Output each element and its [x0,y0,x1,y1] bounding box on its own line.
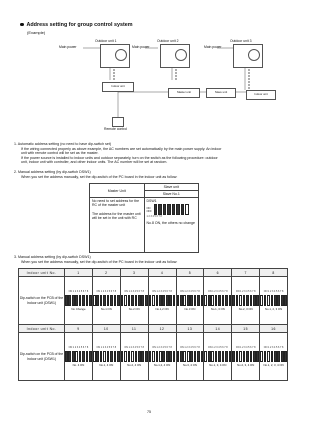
dip-switch-pin [271,295,274,306]
switch-pin-label: ON 1 2 3 4 5 6 7 8 [235,290,256,293]
dip-switch-pin [103,351,106,362]
off-label: OFF [146,209,152,213]
dip-switch-pin [187,295,190,306]
dip-switch-pin [86,351,89,362]
dip-switch-pin [225,295,228,306]
dip-switch-pin [222,351,225,362]
dip-switch-pin [243,351,246,362]
unit-switch-cell [204,277,232,325]
dip-switch-pin [211,351,214,362]
unit-switch-cell [232,277,260,325]
switch-caption: No.1, 3, 4 ON [209,363,227,367]
unit-switch-cell [176,333,204,381]
unit-number: 11 [120,325,148,333]
outdoor-unit-3: Outdoor unit 3 [233,44,263,68]
unit-switch-cell [120,333,148,381]
dip-switch-pin [72,295,75,306]
dip-switch-pin [232,351,235,362]
switch-caption: No.2, 3 ON [238,307,253,311]
dip-switch [93,295,120,306]
dip-switch-pin [149,295,152,306]
dip-switch-pin [152,351,155,362]
section-1-line-3: If the power source is installed to indoor units and outdoor separately, turn on the switch as the following procedure: outdoor [21,155,218,160]
dip-switch-pin [89,295,92,306]
switch-pin-label: ON 1 2 3 4 5 6 7 8 [124,346,144,349]
master-unit: Master unit [168,88,200,98]
dip-switch-pin [236,351,239,362]
slave-unit: Slave unit [206,88,236,98]
dip-switch-pin [135,295,138,306]
dip-switch-pin [162,295,165,306]
dip-switch-pin [93,295,96,306]
dip-switch-pin [211,295,214,306]
dip-switch-pin [68,295,71,306]
switch-caption: No.2 ON [128,307,140,311]
dip-switch-pin [173,351,176,362]
slave-dip-switch [154,204,189,215]
switch-pin-label: ON 1 2 3 4 5 6 7 8 [263,290,284,293]
dip-switch-pin [124,351,127,362]
dip-switch-pin [128,295,131,306]
unit-number: 4 [148,269,176,277]
unit-number: 3 [120,269,148,277]
section-3-line-1: When you set the address manually, set the dip-switch of the PC board in the indoor unit as follow: [21,259,178,264]
slave-unit-switch [144,198,199,253]
switch-caption: No.1,2, 4 ON [153,363,171,367]
slave-unit-header: Slave unit [144,184,199,191]
dip-switch [121,351,148,362]
dip-switch-pin [138,351,141,362]
dip-switch-pin [110,295,113,306]
unit-number: 1 [65,269,93,277]
indoor-unit-1: Indoor unit [102,82,134,92]
dip-switch-pin [128,351,131,362]
dip-switch-pin [260,295,263,306]
dip-switch-pin [281,351,284,362]
switch-caption: No.2, 3, 4 ON [237,363,255,367]
switch-caption: No.2, 4 ON [127,363,142,367]
dip-switch-pin [218,295,221,306]
dip-switch-pin [121,295,124,306]
unit-number: 10 [92,325,120,333]
unit-switch-cell [65,333,93,381]
unit-switch-cell [176,277,204,325]
dip-switch-pin [201,295,204,306]
remote-control-icon [112,117,124,127]
section-3-heading: 3. Manual address setting (by dip-switch DSW1) [14,255,91,259]
section-2 [14,170,286,179]
section-1-heading: 1. Automatic address setting (no need to have dip-switch set) [14,142,112,146]
dip-switch-pin [267,351,270,362]
dip-switch-pin [177,351,180,362]
dip-switch-table [18,268,288,381]
dip-switch-pin [166,351,169,362]
unit-number: 5 [176,269,204,277]
dip-switch [65,351,92,362]
dip-switch-pin [246,351,249,362]
main-power-label-3: Main power [204,45,222,49]
switch-pin-label: ON 1 2 3 4 5 6 7 8 [68,290,89,293]
dip-switch-pin [236,295,239,306]
dip-switch-pin [117,295,120,306]
dip-switch-pin [100,351,103,362]
unit-number: 16 [260,325,288,333]
pin-numbers: 1 2 3 4 5 6 7 8 [146,215,162,219]
unit-switch-cell [148,277,176,325]
dip-switch-pin [250,295,253,306]
dip-switch-pin [135,351,138,362]
slave-number: Slave No.1 [144,191,199,198]
dip-switch-pin [75,351,78,362]
dip-switch-pin [256,295,259,306]
unit-switch-cell [120,277,148,325]
unit-switch-cell [260,333,288,381]
dip-switch [149,351,176,362]
unit-number: 14 [204,325,232,333]
side-label-1: Dip-switch on the PCB of the Indoor unit (DSW1) [19,277,65,325]
row-label-1: Indoor unit No. [19,269,65,277]
page-number: 75 [147,410,151,414]
dip-switch-pin [232,295,235,306]
fan-icon [175,49,187,61]
unit-switch-cell [92,333,120,381]
on-label: ON [146,206,151,210]
dip-switch-pin [162,351,165,362]
dip-switch-pin [239,295,242,306]
dip-switch-pin [267,295,270,306]
dip-switch-pin [246,295,249,306]
dip-switch-pin [250,351,253,362]
dip-switch-pin [68,351,71,362]
dip-switch-pin [121,351,124,362]
switch-pin-label: ON 1 2 3 4 5 6 7 8 [152,346,172,349]
dip-switch [121,295,148,306]
example-label: (Example) [27,30,46,35]
dip-switch-pin [141,351,144,362]
dip-switch-pin [149,351,152,362]
dip-switch-pin [107,351,110,362]
section-1-line-1: If the wiring connected properly as above example, the AC numbers are set automatically by the main power supply. An indoor [21,146,222,151]
switch-pin-label: ON 1 2 3 4 5 6 7 8 [208,290,228,293]
dip-switch-pin [65,295,68,306]
dip-switch-pin [117,351,120,362]
dip-switch-pin [194,351,197,362]
dip-switch-pin [204,351,207,362]
section-title: Address setting for group control system [20,22,133,28]
dip-switch-pin [65,351,68,362]
dip-switch-pin [253,351,256,362]
unit-switch-cell [204,333,232,381]
dip-switch-pin [284,351,287,362]
switch-pin-label: ON 1 2 3 4 5 6 7 8 [180,290,200,293]
dip-switch-pin [166,295,169,306]
dip-switch-pin [177,295,180,306]
switch-caption: No.1, 2, 3, 4 ON [263,363,284,367]
unit-switch-cell [65,277,93,325]
dip-switch-pin [145,295,148,306]
dip-switch [177,351,204,362]
dip-switch-pin [229,295,232,306]
outdoor-unit-1: Outdoor unit 1 [100,44,130,68]
switch-caption: No.1,2 ON [155,307,169,311]
dip-switch-pin [281,295,284,306]
outdoor-unit-2: Outdoor unit 2 [160,44,190,68]
dip-switch-pin [190,295,193,306]
switch-pin-label: ON 1 2 3 4 5 6 7 8 [124,290,144,293]
switch-caption: No Change [71,307,86,311]
dip-switch [232,295,259,306]
dip-switch-pin [243,295,246,306]
dip-switch-pin [79,295,82,306]
unit-number: 13 [176,325,204,333]
dip-switch-pin [197,295,200,306]
dip-switch-pin [89,351,92,362]
switch-pin-label: ON 1 2 3 4 5 6 7 8 [263,346,284,349]
switch-caption: No. 4 ON [72,363,85,367]
dip-switch-pin [197,351,200,362]
switch-caption: No.1, 4 ON [99,363,114,367]
switch-pin-label: ON 1 2 3 4 5 6 7 8 [208,346,228,349]
dip-switch-pin [131,295,134,306]
dip-switch-pin [218,351,221,362]
dip-switch-pin [152,295,155,306]
section-1 [14,142,286,165]
dip-switch-pin [72,351,75,362]
unit-switch-cell [260,277,288,325]
dip-switch-pin [114,295,117,306]
dip-switch [93,351,120,362]
fan-icon [115,49,127,61]
dip-switch-pin [187,351,190,362]
section-2-heading: 2. Manual address setting (by dip-switch DSW1) [14,170,91,174]
unit-switch-cell [148,333,176,381]
dip-switch-pin [277,351,280,362]
dip-switch-pin [103,295,106,306]
master-unit-notes: No need to set address for the RC of the master unit The address for the master unit will be set in the unit with RC [90,198,145,253]
unit-number: 7 [232,269,260,277]
dip-switch [204,295,231,306]
section-1-line-4: unit, indoor unit with controller, and other indoor units. The AC number will be set at random. [21,160,168,165]
dip-switch-pin [180,351,183,362]
dip-switch-pin [159,295,162,306]
dip-switch-pin [208,295,211,306]
dip-switch-pin [169,351,172,362]
dip-switch-pin [156,295,159,306]
dip-switch-pin [183,351,186,362]
switch-pin-label: ON 1 2 3 4 5 6 7 8 [235,346,256,349]
dip-switch-pin [277,295,280,306]
unit-number: 15 [232,325,260,333]
indoor-unit-3: Indoor unit [246,90,276,100]
switch-pin-label: ON 1 2 3 4 5 6 7 8 [96,290,117,293]
dip-switch-pin [222,295,225,306]
side-label-2: Dip-switch on the PCB of the Indoor unit (DSW1) [19,333,65,381]
dip-switch-pin [145,351,148,362]
unit-switch-cell [92,277,120,325]
dip-switch-pin [138,295,141,306]
dip-switch [177,295,204,306]
switch-caption: No.1, 2, 3 ON [265,307,283,311]
dip-switch-pin [93,351,96,362]
master-slave-table [89,183,199,253]
dip-switch-pin [183,295,186,306]
dip-switch-pin [274,295,277,306]
dip-switch-pin [141,295,144,306]
dip-switch-pin [107,295,110,306]
dip-switch-pin [271,351,274,362]
dip-switch [232,351,259,362]
dip-switch-pin [274,351,277,362]
dip-switch-pin [180,295,183,306]
dip-switch-pin [131,351,134,362]
unit-number: 2 [92,269,120,277]
switch-pin-label: ON 1 2 3 4 5 6 7 8 [180,346,200,349]
dip-switch-pin [96,351,99,362]
dip-switch-pin [79,351,82,362]
dip-switch-pin [82,351,85,362]
dip-switch-pin [110,351,113,362]
dip-switch-pin [264,351,267,362]
section-3 [14,255,286,264]
dip-switch-pin [169,295,172,306]
remote-control-label: Remote control [104,127,127,131]
section-1-line-2: unit with remote control will be set as the master. [21,151,99,156]
section-2-line-1: When you set the address manually, set the dip-switch of the PC board in the indoor unit as follow: [21,174,178,179]
switch-pin-label: ON 1 2 3 4 5 6 7 8 [68,346,89,349]
dip-switch-pin [156,351,159,362]
dip-switch-pin [82,295,85,306]
switch-caption: No.1 ON [100,307,112,311]
dip-switch [204,351,231,362]
switch-caption: No.3 ON [184,307,196,311]
dip-switch-pin [208,351,211,362]
dsw-label: DSW1 [146,199,157,203]
dip-switch-pin [225,351,228,362]
dip-switch-pin [239,351,242,362]
dip-switch-pin [215,295,218,306]
master-unit-header: Master Unit [90,184,145,198]
dip-switch-pin [114,351,117,362]
dip-switch-pin [124,295,127,306]
row-label-2: Indoor unit No. [19,325,65,333]
switch-pin-label: ON 1 2 3 4 5 6 7 8 [96,346,117,349]
dip-switch-pin [215,351,218,362]
dip-switch-pin [204,295,207,306]
unit-number: 9 [65,325,93,333]
main-power-label-1: Main power [59,45,77,49]
dip-switch-pin [190,351,193,362]
fan-icon [248,49,260,61]
unit-switch-cell [232,333,260,381]
switch-caption: No.1, 3 ON [210,307,225,311]
dip-switch [260,295,287,306]
dip-switch-pin [229,351,232,362]
dip-switch-pin [284,295,287,306]
slave-note: No.8 ON, the others no change [146,220,195,225]
dip-switch-pin [256,351,259,362]
dip-switch-pin [100,295,103,306]
dip-switch [260,351,287,362]
unit-number: 8 [260,269,288,277]
dip-switch-pin [253,295,256,306]
dip-switch-pin [201,351,204,362]
unit-number: 12 [148,325,176,333]
dip-switch-pin [159,351,162,362]
dip-switch-pin [86,295,89,306]
wiring-lines [0,0,300,140]
switch-pin-label: ON 1 2 3 4 5 6 7 8 [152,290,172,293]
dip-switch-pin [173,295,176,306]
dip-switch-pin [96,295,99,306]
dip-switch-pin [260,351,263,362]
dip-switch-pin [194,295,197,306]
main-power-label-2: Main power [132,45,150,49]
dip-switch-pin [75,295,78,306]
unit-number: 6 [204,269,232,277]
switch-caption: No.3, 4 ON [182,363,197,367]
dip-switch [65,295,92,306]
dip-switch-pin [264,295,267,306]
dip-switch [149,295,176,306]
